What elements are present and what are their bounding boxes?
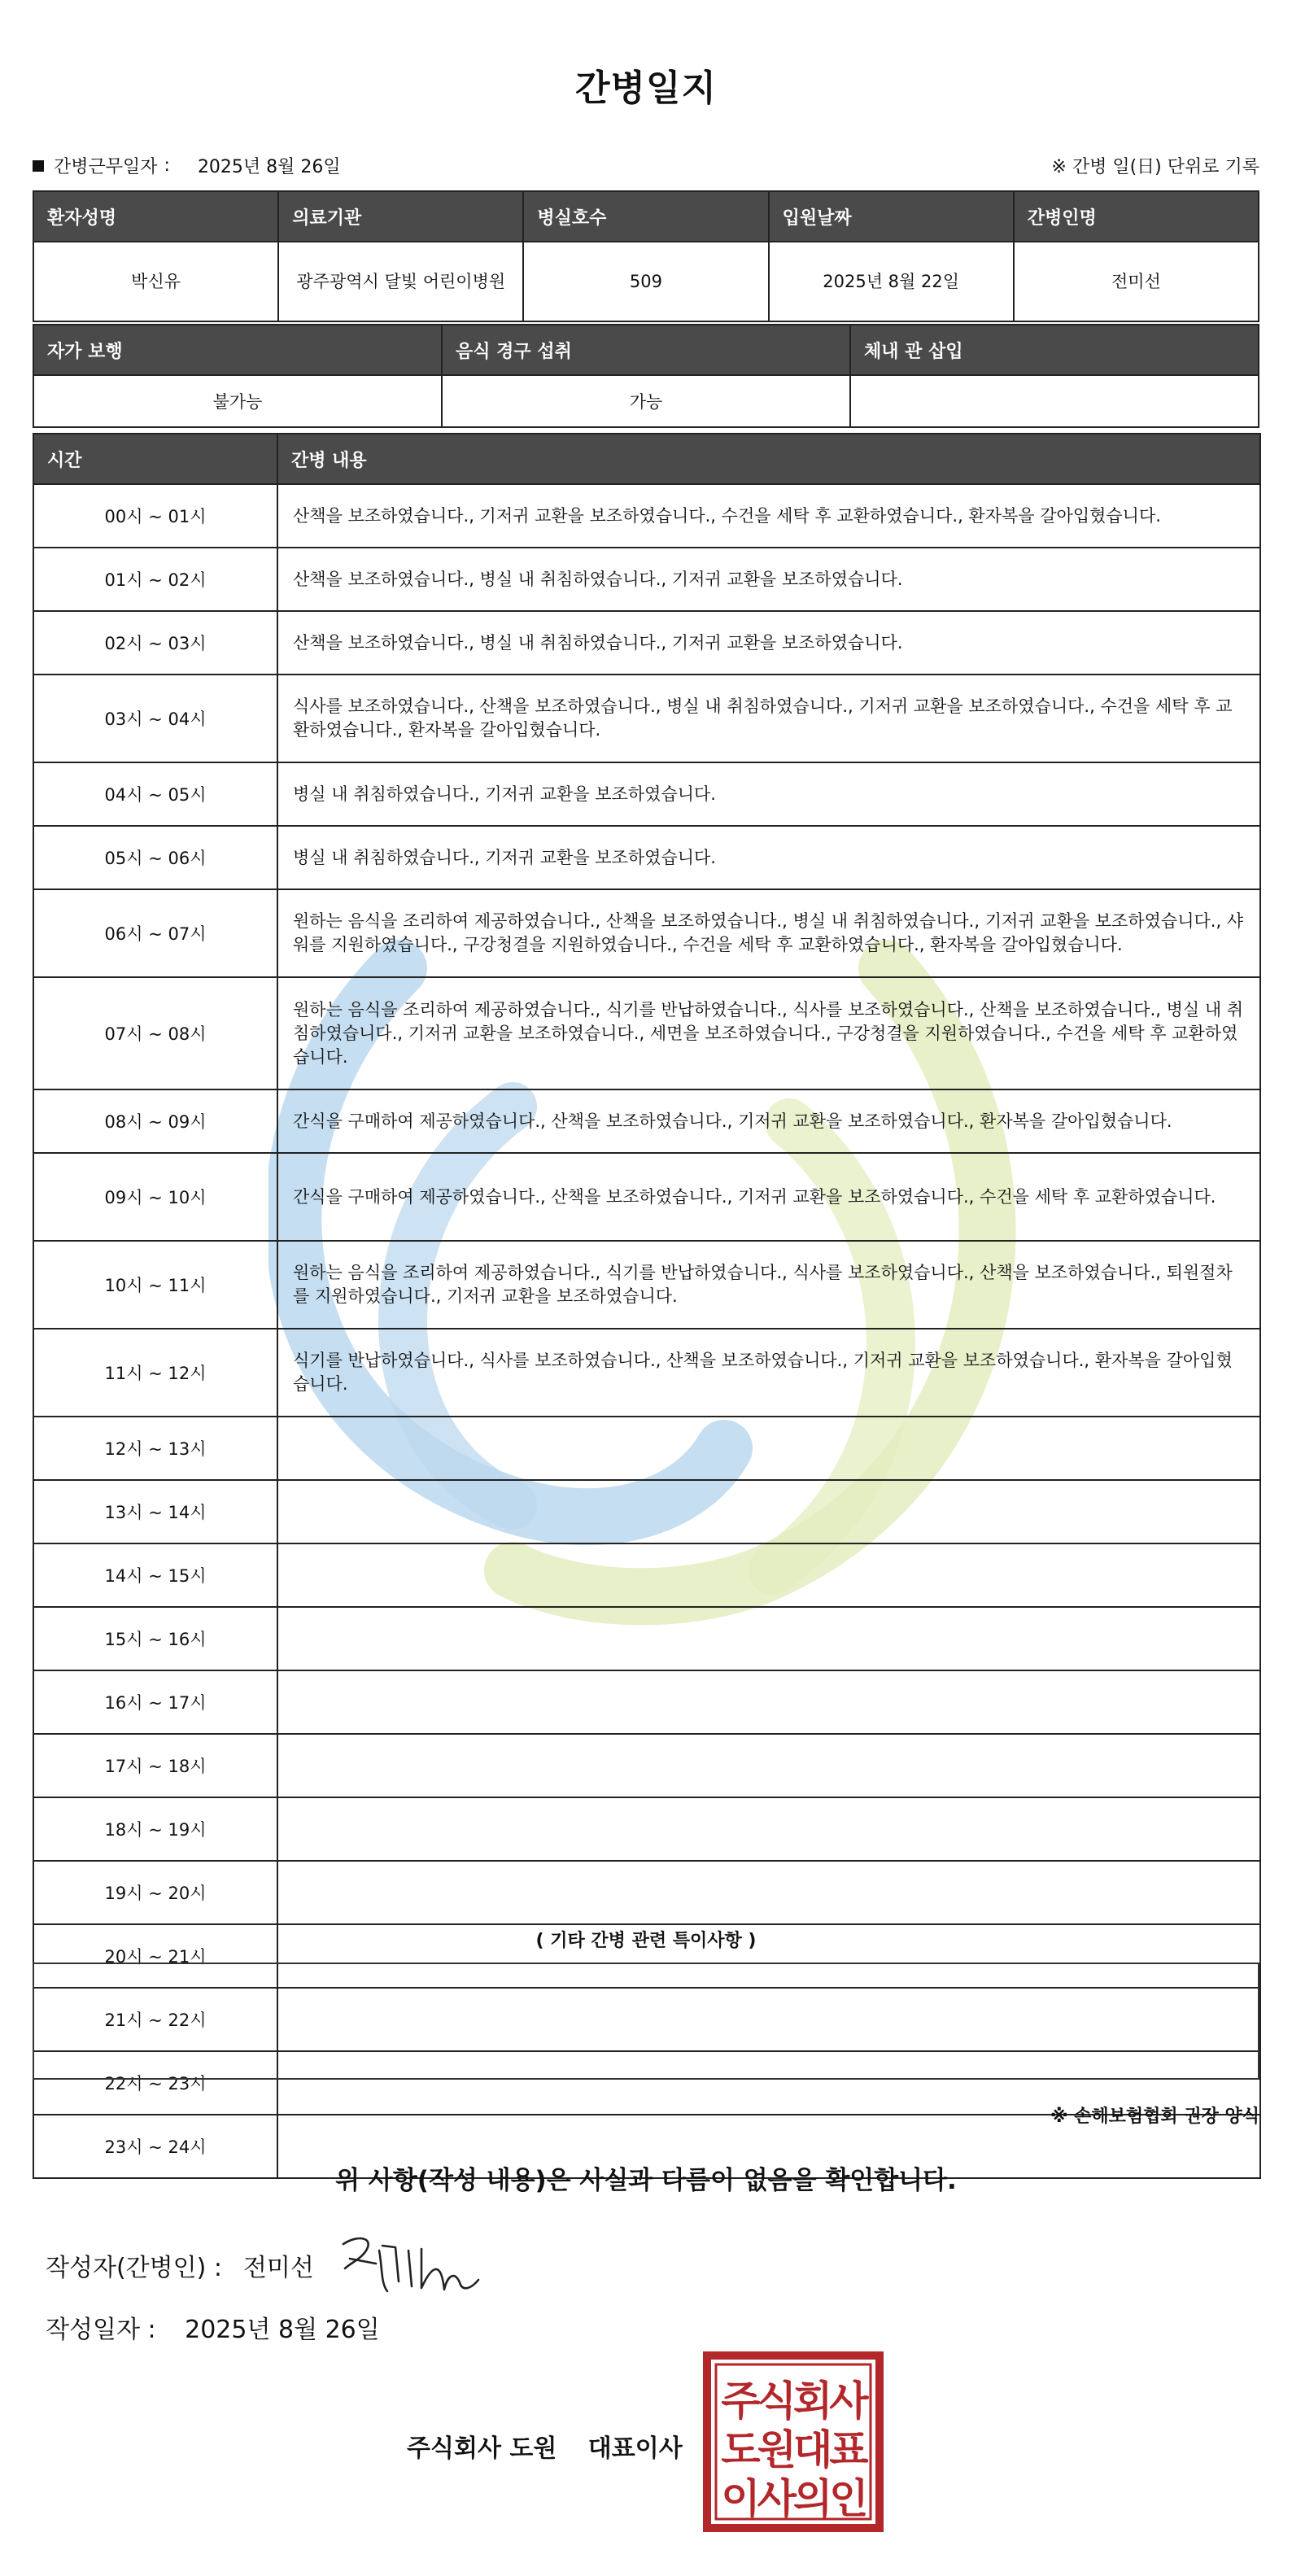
header-self-walking: 자가 보행 (33, 325, 442, 375)
log-time: 06시 ~ 07시 (33, 889, 277, 977)
company-seal-stamp (703, 2351, 884, 2532)
log-content: 산책을 보조하였습니다., 병실 내 취침하였습니다., 기저귀 교환을 보조하였습니다. (277, 548, 1260, 611)
write-date-line (46, 2309, 380, 2345)
work-date-value: 2025년 8월 26일 (197, 157, 341, 177)
table-row (33, 762, 1260, 826)
square-bullet-icon (33, 160, 44, 172)
log-time: 01시 ~ 02시 (33, 548, 277, 611)
log-content (277, 1480, 1260, 1543)
log-time: 12시 ~ 13시 (33, 1417, 277, 1480)
writer-name: 전미선 (242, 2254, 314, 2282)
admission-date: 2025년 8월 22일 (769, 242, 1014, 321)
table-row (33, 611, 1260, 675)
medical-institution: 광주광역시 달빛 어린이병원 (278, 242, 523, 321)
log-content: 간식을 구매하여 제공하였습니다., 산책을 보조하였습니다., 기저귀 교환을 보조하였습니다., 환자복을 갈아입혔습니다. (277, 1089, 1260, 1153)
log-time: 15시 ~ 16시 (33, 1607, 277, 1670)
remarks-title: ( 기타 간병 관련 특이사항 ) (535, 1931, 757, 1951)
handwritten-signature (334, 2226, 496, 2299)
log-content: 병실 내 취침하였습니다., 기저귀 교환을 보조하였습니다. (277, 826, 1260, 889)
header-room-number: 병실호수 (523, 191, 768, 242)
daily-record-note: ※ 간병 일(日) 단위로 기록 (1051, 157, 1259, 177)
log-time: 03시 ~ 04시 (33, 675, 277, 762)
log-time: 21시 ~ 22시 (33, 1988, 277, 2051)
table-row (33, 1607, 1260, 1670)
form-source-note: ※ 손해보험협회 권장 양식 (1050, 2107, 1259, 2127)
log-content (277, 1670, 1260, 1734)
table-row (33, 484, 1260, 548)
table-row (33, 1670, 1260, 1734)
log-time: 13시 ~ 14시 (33, 1480, 277, 1543)
log-content: 산책을 보조하였습니다., 병실 내 취침하였습니다., 기저귀 교환을 보조하였습니다. (277, 611, 1260, 675)
header-patient-name: 환자성명 (33, 191, 278, 242)
table-row (33, 826, 1260, 889)
log-content: 원하는 음식을 조리하여 제공하였습니다., 산책을 보조하였습니다., 병실 내 취침하였습니다., 기저귀 교환을 보조하였습니다., 샤워를 지원하였습니다., 구강청결을 지원하였습니다., 수건을 세탁 후 교환하였습니다., 환자복을 갈아입혔습니다. (277, 889, 1260, 977)
seal-line-1: 주식회사 (721, 2377, 866, 2425)
log-content (277, 1543, 1260, 1607)
log-content: 간식을 구매하여 제공하였습니다., 산책을 보조하였습니다., 기저귀 교환을 보조하였습니다., 수건을 세탁 후 교환하였습니다. (277, 1153, 1260, 1241)
log-content: 원하는 음식을 조리하여 제공하였습니다., 식기를 반납하였습니다., 식사를 보조하였습니다., 산책을 보조하였습니다., 퇴원절차를 지원하였습니다., 기저귀 교환을 보조하였습니다. (277, 1241, 1260, 1329)
patient-status-table (33, 324, 1259, 428)
log-content: 식사를 보조하였습니다., 산책을 보조하였습니다., 병실 내 취침하였습니다., 기저귀 교환을 보조하였습니다., 수건을 세탁 후 교환하였습니다., 환자복을 갈아입혔습니다. (277, 675, 1260, 762)
table-row (33, 1480, 1260, 1543)
table-row (33, 675, 1260, 762)
log-time: 18시 ~ 19시 (33, 1797, 277, 1861)
log-time: 00시 ~ 01시 (33, 484, 277, 548)
company-name: 주식회사 도원 (407, 2434, 557, 2463)
log-content: 병실 내 취침하였습니다., 기저귀 교환을 보조하였습니다. (277, 762, 1260, 826)
table-row (33, 1861, 1260, 1924)
header-time: 시간 (33, 434, 277, 484)
table-row (33, 1797, 1260, 1861)
header-care-content: 간병 내용 (277, 434, 1260, 484)
header-oral-intake: 음식 경구 섭취 (442, 325, 850, 375)
log-time: 14시 ~ 15시 (33, 1543, 277, 1607)
remarks-box (33, 1963, 1259, 2080)
log-content (277, 1861, 1260, 1924)
table-row (33, 977, 1260, 1089)
seal-line-3: 이사의인 (721, 2475, 866, 2522)
care-log-table (33, 433, 1261, 2179)
write-date-label: 작성일자 : (46, 2316, 156, 2344)
header-caregiver-name: 간병인명 (1014, 191, 1259, 242)
log-time: 05시 ~ 06시 (33, 826, 277, 889)
representative-title: 대표이사 (587, 2434, 683, 2463)
writer-line (46, 2247, 314, 2283)
self-walking-value: 불가능 (33, 375, 442, 427)
log-time: 16시 ~ 17시 (33, 1670, 277, 1734)
oral-intake-value: 가능 (442, 375, 850, 427)
table-row (33, 1241, 1260, 1329)
log-time: 17시 ~ 18시 (33, 1734, 277, 1797)
table-row (33, 1153, 1260, 1241)
log-time: 22시 ~ 23시 (33, 2051, 277, 2115)
table-row (33, 1543, 1260, 1607)
log-time: 08시 ~ 09시 (33, 1089, 277, 1153)
document-title: 간병일지 (574, 68, 717, 109)
work-date-line (33, 153, 341, 178)
writer-label: 작성자(간병인) : (46, 2254, 222, 2282)
company-line (407, 2428, 683, 2464)
log-content: 산책을 보조하였습니다., 기저귀 교환을 보조하였습니다., 수건을 세탁 후 교환하였습니다., 환자복을 갈아입혔습니다. (277, 484, 1260, 548)
log-content (277, 1734, 1260, 1797)
log-time: 07시 ~ 08시 (33, 977, 277, 1089)
log-time: 11시 ~ 12시 (33, 1329, 277, 1417)
table-row (33, 1329, 1260, 1417)
header-tube-insertion: 체내 관 삽입 (850, 325, 1259, 375)
table-row (33, 1089, 1260, 1153)
log-time: 02시 ~ 03시 (33, 611, 277, 675)
table-row (33, 1734, 1260, 1797)
work-date-separator: : (164, 155, 170, 176)
table-row (33, 548, 1260, 611)
log-time: 23시 ~ 24시 (33, 2115, 277, 2178)
patient-name: 박신유 (33, 242, 278, 321)
header-medical-institution: 의료기관 (278, 191, 523, 242)
header-admission-date: 입원날짜 (769, 191, 1014, 242)
log-time: 09시 ~ 10시 (33, 1153, 277, 1241)
tube-insertion-value (850, 375, 1259, 427)
table-row (33, 889, 1260, 977)
log-content (277, 1417, 1260, 1480)
seal-line-2: 도원대표 (721, 2426, 866, 2473)
patient-info-table (33, 190, 1259, 322)
confirmation-statement: 위 사항(작성 내용)은 사실과 다름이 없음을 확인합니다. (335, 2166, 957, 2195)
log-content: 식기를 반납하였습니다., 식사를 보조하였습니다., 산책을 보조하였습니다., 기저귀 교환을 보조하였습니다., 환자복을 갈아입혔습니다. (277, 1329, 1260, 1417)
log-time: 10시 ~ 11시 (33, 1241, 277, 1329)
log-content: 원하는 음식을 조리하여 제공하였습니다., 식기를 반납하였습니다., 식사를 보조하였습니다., 산책을 보조하였습니다., 병실 내 취침하였습니다., 기저귀 교환을 보조하였습니다., 세면을 보조하였습니다., 구강청결을 지원하였습니다., 수건을 세탁 후 교환하였습니다. (277, 977, 1260, 1089)
work-date-label: 간병근무일자 (54, 157, 158, 177)
log-time: 20시 ~ 21시 (33, 1924, 277, 1988)
log-content (277, 1607, 1260, 1670)
room-number: 509 (523, 242, 768, 321)
table-row (33, 1417, 1260, 1480)
log-time: 04시 ~ 05시 (33, 762, 277, 826)
log-time: 19시 ~ 20시 (33, 1861, 277, 1924)
log-content (277, 1797, 1260, 1861)
caregiver-name: 전미선 (1014, 242, 1259, 321)
write-date-value: 2025년 8월 26일 (185, 2316, 380, 2344)
